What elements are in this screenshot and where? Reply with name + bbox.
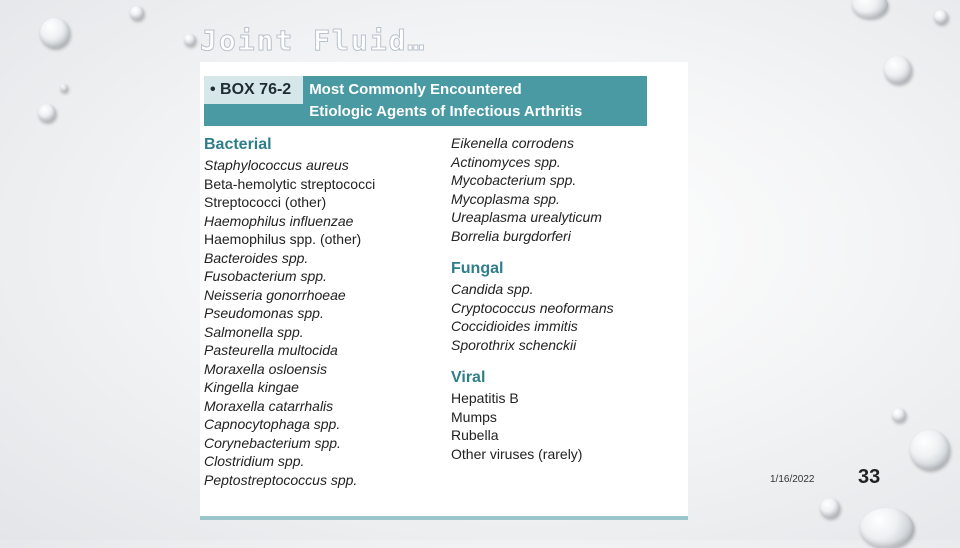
organism-item: Clostridium spp. [204,453,305,469]
box-heading [303,76,582,123]
viral-list [451,389,614,463]
water-drop-decoration [40,18,70,48]
fungal-list [451,280,614,354]
slide-date: 1/16/2022 [770,474,815,485]
organism-item: Moraxella osloensis [204,360,327,377]
organism-item: Mycobacterium spp. [451,172,577,188]
box-heading-line: Most Commonly Encountered [309,81,522,98]
organism-item: Pseudomonas spp. [204,305,324,321]
slide-title: Joint Fluid… [200,24,427,57]
box-footer-rule [200,516,688,520]
organism-item: Hepatitis B [451,390,519,406]
organism-item: Ureaplasma urealyticum [451,209,602,225]
water-drop-decoration [60,84,68,92]
organism-item: Borrelia burgdorferi [451,227,571,244]
water-drop-decoration [860,508,914,548]
section-title-fungal: Fungal [451,260,504,277]
organism-item: Actinomyces spp. [451,153,561,170]
organism-item: Haemophilus influenzae [204,212,354,229]
organism-item: Coccidioides immitis [451,318,578,334]
organism-item: Eikenella corrodens [451,135,574,151]
section-title-bacterial: Bacterial [204,136,272,153]
bacterial-list [204,156,375,489]
box-heading-line: Etiologic Agents of Infectious Arthritis [309,103,583,120]
slide-number: 33 [858,466,881,488]
bacterial-continued-list [451,134,614,245]
water-drop-decoration [852,0,888,18]
organism-item: Mumps [451,408,497,425]
water-drop-decoration [184,34,196,46]
organism-item: Streptococci (other) [204,194,327,210]
organism-item: Pasteurella multocida [204,342,338,358]
organism-item: Neisseria gonorrhoeae [204,286,346,303]
right-column [451,134,614,463]
box-tag: • BOX 76-2 [204,76,303,104]
organism-item: Staphylococcus aureus [204,157,349,173]
organism-item: Capnocytophaga spp. [204,416,341,432]
organism-item: Cryptococcus neoformans [451,299,614,316]
organism-item: Corynebacterium spp. [204,434,341,451]
water-drop-decoration [38,104,56,122]
water-drop-decoration [130,6,144,20]
section-title-viral: Viral [451,369,486,386]
left-column [204,134,375,489]
organism-item: Other viruses (rarely) [451,445,583,462]
organism-item: Fusobacterium spp. [204,268,327,284]
box-header [204,76,647,126]
organism-item: Haemophilus spp. (other) [204,231,362,247]
water-drop-decoration [884,56,912,84]
organism-item: Peptostreptococcus spp. [204,471,358,488]
reference-box [200,62,688,520]
organism-item: Salmonella spp. [204,323,304,340]
organism-item: Moraxella catarrhalis [204,397,334,414]
organism-item: Rubella [451,427,499,443]
organism-item: Mycoplasma spp. [451,190,560,207]
organism-item: Bacteroides spp. [204,249,309,266]
water-drop-decoration [910,430,950,470]
water-drop-decoration [892,408,906,422]
water-drop-decoration [820,498,840,518]
organism-item: Kingella kingae [204,379,299,395]
water-drop-decoration [934,10,948,24]
organism-item: Candida spp. [451,281,534,297]
organism-item: Beta-hemolytic streptococci [204,175,376,192]
organism-item: Sporothrix schenckii [451,336,577,353]
